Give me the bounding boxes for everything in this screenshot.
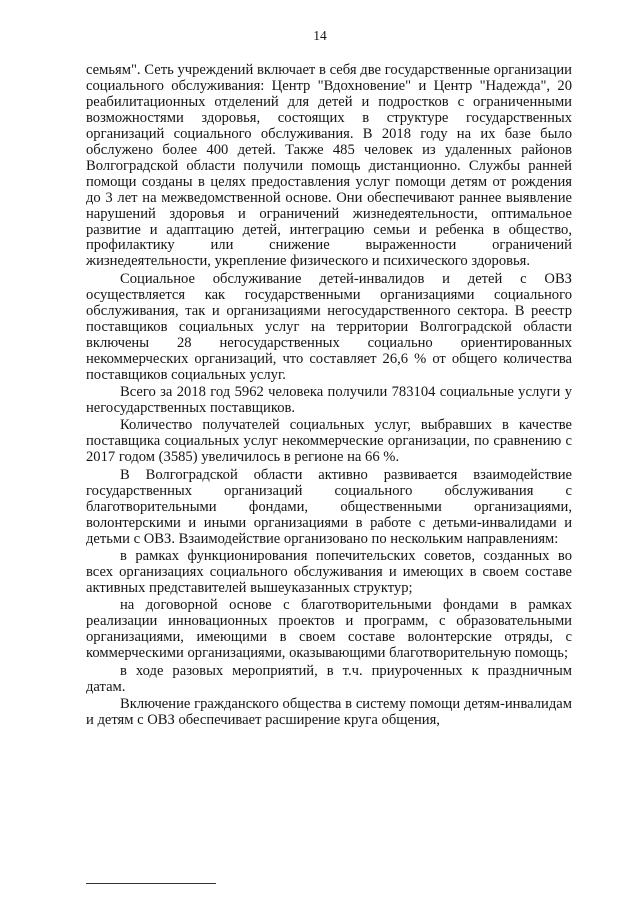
list-item: в рамках функционирования попечительских советов, созданных во всех организациях социального обслуживания и имеющих в своем составе активных представителей вышеуказанных структур; — [86, 548, 572, 596]
paragraph: В Волгоградской области активно развивается взаимодействие государственных организаций социального обслуживания с благотворительными фондами, общественными организациями, волонтерскими и иными организациями в работе с детьми-инвалидами и детьми с ОВЗ. Взаимодействие организовано по нескольким направлениям: — [86, 466, 572, 547]
list-item: в ходе разовых мероприятий, в т.ч. приуроченных к праздничным датам. — [86, 662, 572, 695]
paragraph: Всего за 2018 год 5962 человека получили 783104 социальные услуги у негосударственных поставщиков. — [86, 384, 572, 417]
paragraph: Включение гражданского общества в систему помощи детям-инвалидам и детям с ОВЗ обеспечивает расширение круга общения, — [86, 696, 572, 729]
paragraph: Количество получателей социальных услуг, выбравших в качестве поставщика социальных услуг некоммерческие организации, по сравнению с 2017 годом (3585) увеличилось в регионе на 66 %. — [86, 417, 572, 466]
list-item: на договорной основе с благотворительными фондами в рамках реализации инновационных проектов и программ, с образовательными организациями, имеющими в своем составе волонтерские отряды, с коммерческими организациями, оказывающими благотворительную помощь; — [86, 597, 572, 662]
document-body — [86, 63, 572, 731]
paragraph: Социальное обслуживание детей-инвалидов и детей с ОВЗ осуществляется как государственными организациями социального обслуживания, так и организациями негосударственного сектора. В реестр поставщиков социальных услуг на территории Волгоградской области включены 28 негосударственных социально ориентированных некоммерческих организаций, что составляет 26,6 % от общего количества поставщиков социальных услуг. — [86, 270, 572, 383]
page-number: 14 — [313, 28, 327, 43]
footnote-separator — [86, 883, 216, 884]
paragraph: семьям". Сеть учреждений включает в себя две государственные организации социального обслуживания: Центр "Вдохновение" и Центр "Надежда", 20 реабилитационных отделений для детей и подростков с ограниченными возможностями здоровья, состоящих в структуре государственных организаций социального обслуживания. В 2018 году на их базе было обслужено более 400 детей. Также 485 человек из удаленных районов Волгоградской области получили помощь дистанционно. Службы ранней помощи созданы в целях предоставления услуг помощи детям от рождения до 3 лет на межведомственной основе. Они обеспечивают раннее выявление нарушений здоровья и ограничений жизнедеятельности, оптимальное развитие и адаптацию детей, интеграцию семьи и ребенка в общество, профилактику или снижение выраженности ограничений жизнедеятельности, укрепление физического и психического здоровья. — [86, 62, 572, 270]
